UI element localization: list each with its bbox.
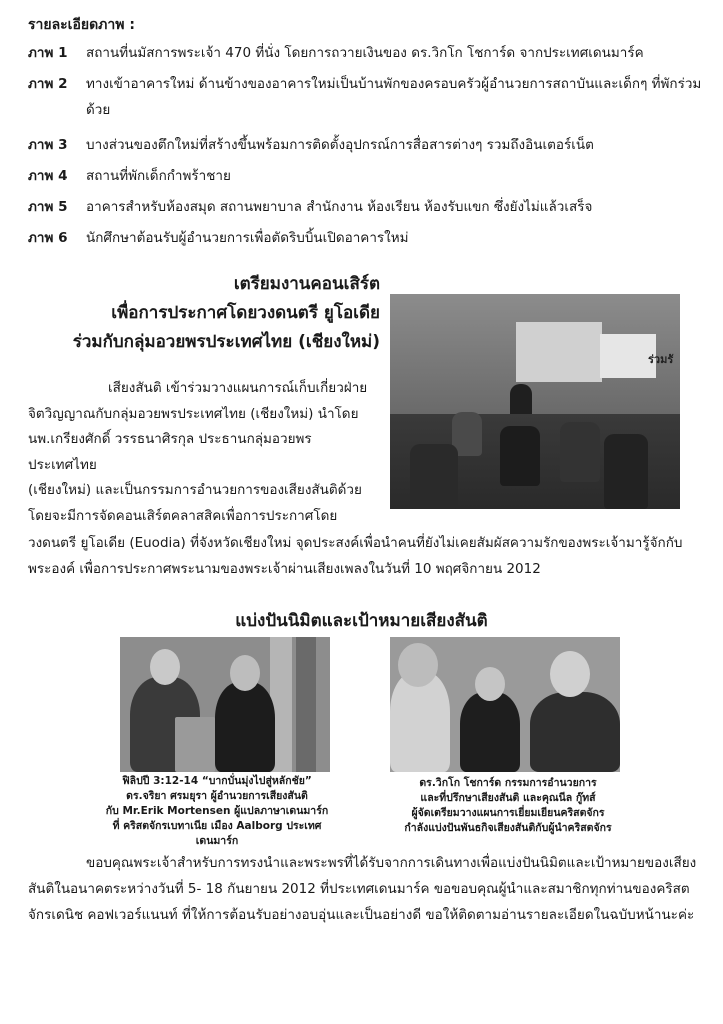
photo-caption-left: [92, 774, 342, 849]
caption-line: ดร.วิกโก โชการ์ด กรรมการอำนวยการ: [419, 777, 597, 789]
list-item: [28, 75, 708, 123]
picture-label: ภาพ 4: [28, 168, 68, 184]
church-photo-right: [390, 637, 620, 772]
photo-sign-text: ร่วมรั: [648, 353, 674, 366]
picture-label: ภาพ 5: [28, 199, 68, 215]
meeting-photo: [390, 294, 680, 509]
flag-figure: [296, 637, 316, 772]
church-photo-left: [120, 637, 330, 772]
picture-description: อาคารสำหรับห้องสมุด สถานพยาบาล สำนักงาน ห้องเรียน ห้องรับแขก ซึ่งยังไม่แล้วเสร็จ: [86, 199, 593, 215]
picture-description: บางส่วนของตึกใหม่ที่สร้างขึ้นพร้อมการติดตั้งอุปกรณ์การสื่อสารต่างๆ รวมถึงอินเตอร์เน็ต: [86, 137, 594, 153]
concert-body-continuation: วงดนตรี ยูโอเดีย (Euodia) ที่จังหวัดเชียงใหม่ จุดประสงค์เพื่อนำคนที่ยังไม่เคยสัมผัสความรักของพระเจ้ามารู้จักกับพระองค์ เพื่อการประกาศพระนามของพระเจ้าผ่านเสียงเพลงในวันที่ 10 พฤศจิกายน 2012: [28, 535, 683, 577]
page-heading: รายละเอียดภาพ :: [28, 17, 135, 33]
concert-section-title: [20, 270, 380, 357]
picture-description: สถานที่พักเด็กกำพร้าชาย: [86, 168, 231, 184]
person-face: [550, 651, 590, 697]
audience-figure: [604, 434, 648, 509]
picture-label: ภาพ 1: [28, 45, 68, 61]
paragraph-line: โดยจะมีการจัดคอนเสิร์ตคลาสสิคเพื่อการประกาศโดย: [28, 507, 338, 524]
lectern: [175, 717, 215, 772]
caption-line: ฟิลิปปี 3:12-14 “บากบั่นมุ่งไปสู่หลักชัย”: [122, 775, 312, 787]
concert-title-line: เตรียมงานคอนเสิร์ต: [233, 274, 380, 294]
picture-description: ทางเข้าอาคารใหม่ ด้านข้างของอาคารใหม่เป็นบ้านพักของครอบครัวผู้อำนวยการสถาบันและเด็กๆ ที่พักร่วมด้วย: [86, 76, 702, 118]
concert-body: [28, 376, 380, 530]
closing-text: ขอบคุณพระเจ้าสำหรับการทรงนำและพระพรที่ได้รับจากการเดินทางเพื่อแบ่งปันนิมิตและเป้าหมายของเสียงสันติในอนาคตระหว่างวันที่ 5- 18 กันยายน 2012 ที่ประเทศเดนมาร์ค ขอขอบคุณผู้นำและสมาชิกทุกท่านของคริสตจักรเดนิช คอฟเวอร์แนนท์ ที่ให้การต้อนรับอย่างอบอุ่นและเป็นอย่างดี ขอให้ติดตามอ่านรายละเอียดในฉบับหน้านะค่ะ: [28, 855, 697, 923]
list-item: [28, 229, 708, 247]
audience-figure: [500, 426, 540, 486]
projector-screen: [516, 322, 602, 382]
paragraph-line: จิตวิญญาณกับกลุ่มอวยพรประเทศไทย (เชียงใหม่) นำโดย: [28, 405, 359, 422]
picture-label: ภาพ 2: [28, 76, 68, 92]
person-face: [398, 643, 438, 687]
interpreter-figure: [215, 682, 275, 772]
vision-section-title: แบ่งปันนิมิตและเป้าหมายเสียงสันติ: [235, 611, 488, 631]
list-item: [28, 198, 708, 216]
audience-figure: [560, 422, 600, 482]
list-item: [28, 44, 708, 62]
closing-paragraph: [28, 850, 708, 928]
speaker-face: [150, 649, 180, 685]
concert-title-line: เพื่อการประกาศโดยวงดนตรี ยูโอเดีย: [111, 303, 380, 323]
picture-label: ภาพ 6: [28, 230, 68, 246]
caption-line: ผู้จัดเตรียมวางแผนการเยี่ยมเยียนคริสตจักร: [411, 807, 605, 819]
caption-line: ดร.จริยา ศรมยุรา ผู้อำนวยการเสียงสันติ: [126, 790, 308, 802]
picture-description: นักศึกษาต้อนรับผู้อำนวยการเพื่อตัดริบบิ้นเปิดอาคารใหม่: [86, 230, 409, 246]
person-figure: [460, 692, 520, 772]
photo-caption-right: [378, 776, 638, 836]
paragraph-line: นพ.เกรียงศักดิ์ วรรธนาศิรกุล ประธานกลุ่มอวยพรประเทศไทย: [28, 431, 312, 473]
picture-description-list: [28, 44, 708, 260]
person-face: [475, 667, 505, 701]
concert-title-line: ร่วมกับกลุ่มอวยพรประเทศไทย (เชียงใหม่): [72, 332, 380, 352]
paragraph-line: (เชียงใหม่) และเป็นกรรมการอำนวยการของเสียงสันติด้วย: [28, 482, 362, 499]
list-item: [28, 136, 708, 154]
interpreter-face: [230, 655, 260, 691]
list-item: [28, 167, 708, 185]
picture-description: สถานที่นมัสการพระเจ้า 470 ที่นั่ง โดยการถวายเงินของ ดร.วิกโก โชการ์ด จากประเทศเดนมาร์ค: [86, 45, 644, 61]
caption-line: และที่ปรึกษาเสียงสันติ และคุณนีล กู๊ทส์: [420, 792, 596, 804]
person-figure: [390, 672, 450, 772]
person-figure: [530, 692, 620, 772]
caption-line: ที่ คริสตจักรเบทาเนีย เมือง Aalborg ประเทศเดนมาร์ก: [112, 820, 322, 847]
audience-figure: [410, 444, 458, 509]
caption-line: กำลังแบ่งปันพันธกิจเสียงสันติกับผู้นำคริสตจักร: [404, 822, 612, 834]
paragraph-line: เสียงสันติ เข้าร่วมวางแผนการณ์เก็บเกี่ยวฝ่าย: [108, 380, 368, 396]
caption-line: กับ Mr.Erik Mortensen ผู้แปลภาษาเดนมาร์ก: [105, 805, 329, 817]
picture-label: ภาพ 3: [28, 137, 68, 153]
